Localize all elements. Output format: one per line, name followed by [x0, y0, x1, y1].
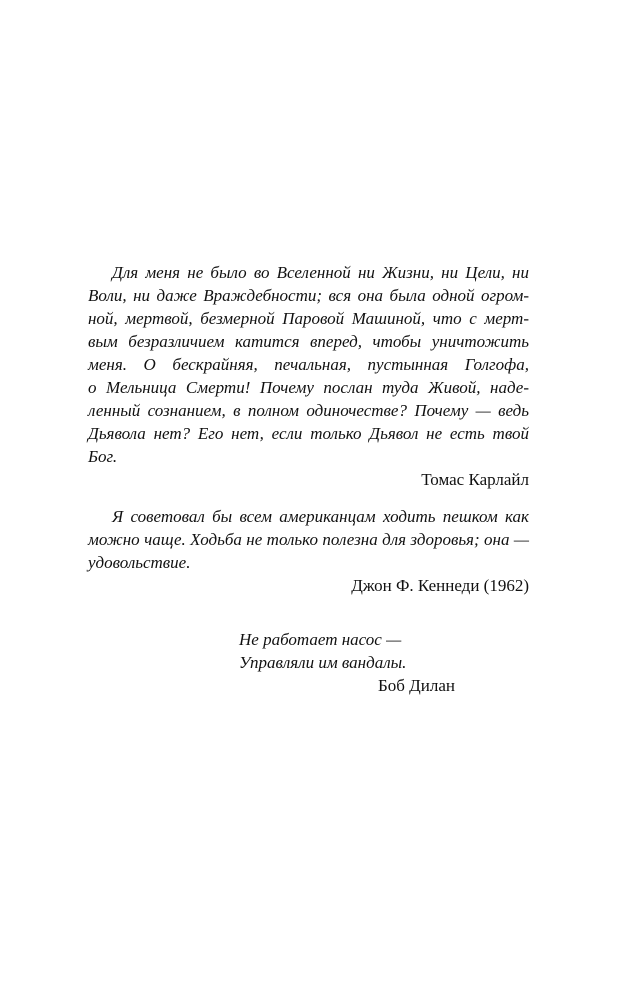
quote-line: удовольствие.	[88, 553, 191, 572]
quote-author: Боб Дилан	[378, 676, 455, 695]
quote-text	[88, 505, 529, 574]
quote-line: вым безразличием катится вперед, чтобы уничтожить	[88, 332, 529, 351]
quote-text	[239, 628, 455, 674]
epigraph-carlyle	[88, 261, 529, 491]
quote-line: о Мельница Смерти! Почему послан туда Живой, наде-	[88, 378, 529, 397]
quote-line: можно чаще. Ходьба не только полезна для здоровья; она —	[88, 530, 529, 549]
quote-line: Для меня не было во Вселенной ни Жизни, ни Цели, ни	[112, 263, 529, 282]
quote-line: Я советовал бы всем американцам ходить пешком как	[112, 507, 529, 526]
epigraph-dylan	[239, 628, 455, 697]
quote-text	[88, 261, 529, 468]
quote-line: Дьявола нет? Его нет, если только Дьявол не есть твой	[88, 424, 529, 443]
quote-line: ной, мертвой, безмерной Паровой Машиной, что с мерт-	[88, 309, 529, 328]
quote-line: Бог.	[88, 447, 118, 466]
epigraph-kennedy	[88, 505, 529, 597]
quote-line: Управляли им вандалы.	[239, 653, 407, 672]
quote-line: Не работает насос —	[239, 630, 402, 649]
quote-line: меня. О бескрайняя, печальная, пустынная Голгофа,	[88, 355, 529, 374]
quote-author: Джон Ф. Кеннеди (1962)	[351, 576, 529, 595]
quote-line: Воли, ни даже Враждебности; вся она была одной огром-	[88, 286, 529, 305]
quote-line: ленный сознанием, в полном одиночестве? Почему — ведь	[88, 401, 529, 420]
quote-author: Томас Карлайл	[421, 470, 529, 489]
